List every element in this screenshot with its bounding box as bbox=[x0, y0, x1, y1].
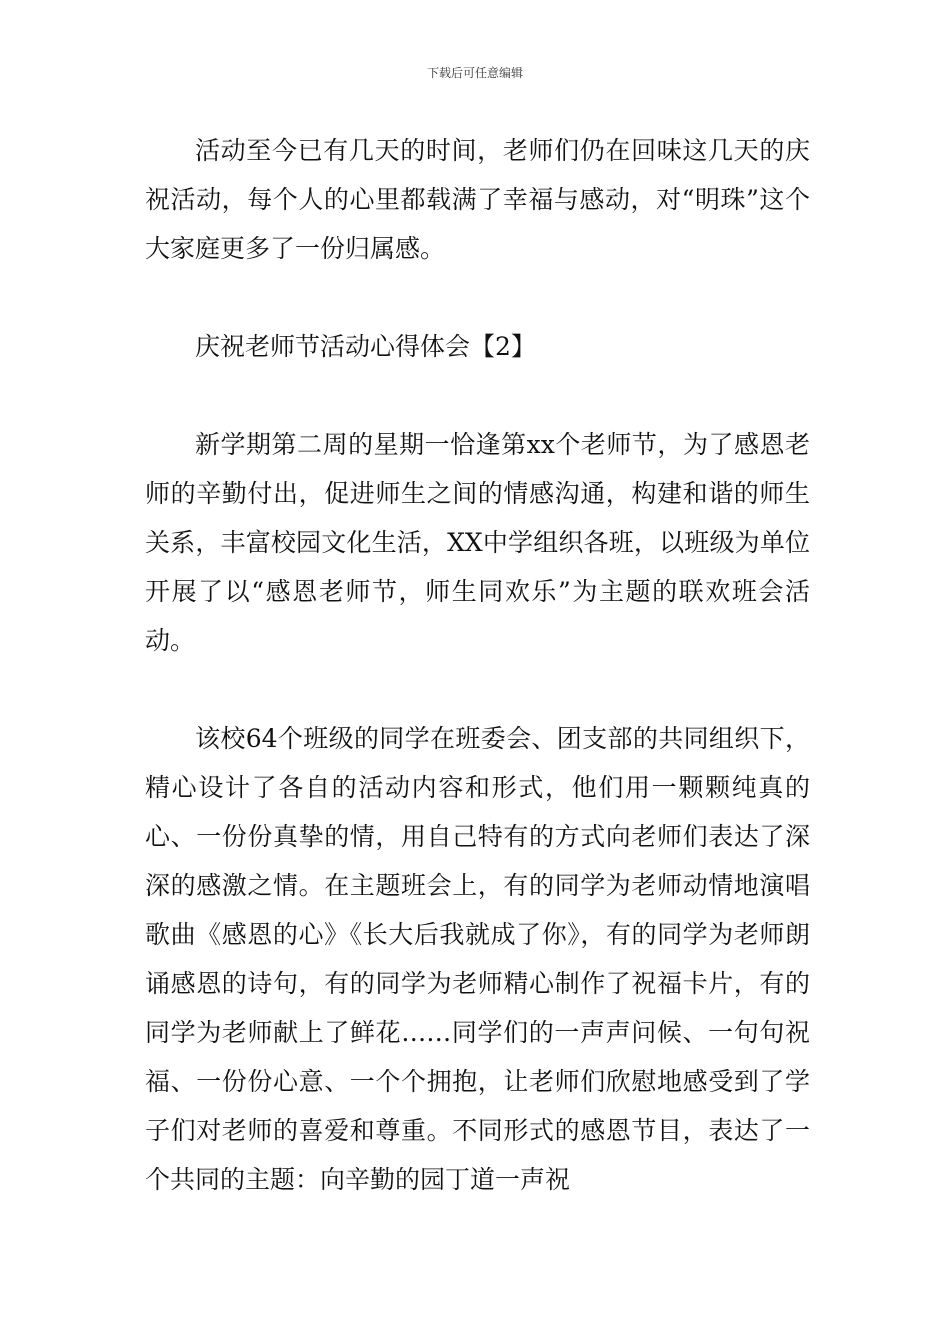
paragraph-2: 新学期第二周的星期一恰逢第xx个老师节，为了感恩老师的辛勤付出，促进师生之间的情感沟通，构建和谐的师生关系，丰富校园文化生活，XX中学组织各班，以班级为单位开展了以“感恩老师节，师生同欢乐”为主题的联欢班会活动。 bbox=[145, 430, 810, 655]
paragraph-3: 该校64个班级的同学在班委会、团支部的共同组织下，精心设计了各自的活动内容和形式，他们用一颗颗纯真的心、一份份真挚的情，用自己特有的方式向老师们表达了深深的感激之情。在主题班会上，有的同学为老师动情地演唱歌曲《感恩的心》《长大后我就成了你》，有的同学为老师朗诵感恩的诗句，有的同学为老师精心制作了祝福卡片，有的同学为老师献上了鲜花……同学们的一声声问候、一句句祝福、一份份心意、一个个拥抱，让老师们欣慰地感受到了学子们对老师的喜爱和尊重。不同形式的感恩节目，表达了一个共同的主题：向辛勤的园丁道一声祝 bbox=[145, 724, 810, 1194]
page-header-note: 下载后可任意编辑 bbox=[426, 66, 523, 80]
section-heading: 庆祝老师节活动心得体会【2】 bbox=[195, 332, 536, 361]
document-body bbox=[145, 126, 810, 1204]
paragraph-1: 活动至今已有几天的时间，老师们仍在回味这几天的庆祝活动，每个人的心里都载满了幸福与感动，对“明珠”这个大家庭更多了一份归属感。 bbox=[145, 136, 810, 263]
